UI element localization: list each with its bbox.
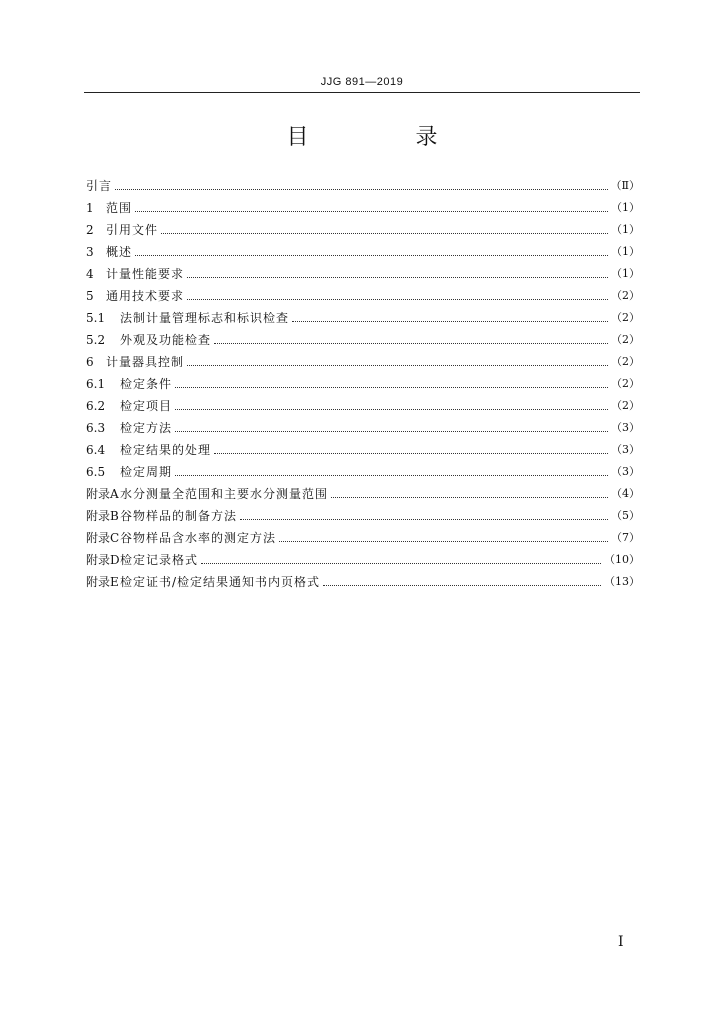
toc-entry[interactable] (86, 197, 640, 219)
toc-dot-leader (187, 276, 608, 278)
running-header (84, 70, 640, 93)
toc-entry-title: 法制计量管理标志和标识检查 (120, 311, 290, 325)
toc-dot-leader (214, 342, 608, 344)
toc-entry[interactable] (86, 527, 640, 549)
toc-entry-number: 6.3 (86, 421, 106, 435)
toc-entry-title: 检定条件 (120, 377, 173, 391)
toc-entry-page: （2） (611, 333, 640, 346)
toc-entry-title: 水分测量全范围和主要水分测量范围 (120, 487, 329, 501)
toc-dot-leader (175, 430, 608, 432)
toc-entry[interactable] (86, 175, 640, 197)
toc-entry-number: 附录B (86, 509, 119, 523)
toc-entry-title: 检定记录格式 (120, 553, 199, 567)
toc-entry[interactable] (86, 505, 640, 527)
toc-entry-number: 附录D (86, 553, 120, 567)
toc-entry-number: 5 (86, 289, 94, 303)
toc-entry[interactable] (86, 549, 640, 571)
toc-entry-number: 6.1 (86, 377, 106, 391)
toc-dot-leader (201, 562, 601, 564)
toc-entry-title: 谷物样品含水率的测定方法 (120, 531, 277, 545)
toc-entry-title: 谷物样品的制备方法 (120, 509, 238, 523)
toc-entry-page: （2） (611, 311, 640, 324)
toc-entry[interactable] (86, 483, 640, 505)
toc-entry[interactable] (86, 461, 640, 483)
toc-entry-number: 附录C (86, 531, 120, 545)
toc-entry-title: 计量器具控制 (106, 355, 185, 369)
toc-entry-title: 检定结果的处理 (120, 443, 212, 457)
toc-entry-page: （2） (611, 377, 640, 390)
toc-dot-leader (161, 232, 608, 234)
toc-entry[interactable] (86, 439, 640, 461)
toc-entry[interactable] (86, 329, 640, 351)
toc-entry[interactable] (86, 395, 640, 417)
toc-dot-leader (135, 210, 608, 212)
toc-entry-page: （3） (611, 465, 640, 478)
toc-dot-leader (187, 298, 608, 300)
toc-entry-number: 5.1 (86, 311, 106, 325)
toc-entry-page: （3） (611, 421, 640, 434)
table-of-contents (86, 175, 640, 593)
toc-entry-title: 概述 (106, 245, 133, 259)
toc-dot-leader (331, 496, 608, 498)
toc-entry-page: （1） (611, 201, 640, 214)
toc-entry-title: 检定证书/检定结果通知书内页格式 (120, 575, 321, 589)
toc-entry-page: （10） (604, 553, 640, 566)
toc-entry-page: （13） (604, 575, 640, 588)
toc-entry-page: （7） (611, 531, 640, 544)
toc-entry[interactable] (86, 285, 640, 307)
toc-entry-page: （2） (611, 399, 640, 412)
toc-entry-page: （1） (611, 245, 640, 258)
page-number: I (618, 934, 624, 950)
toc-entry-number: 3 (86, 245, 94, 259)
toc-entry-number: 5.2 (86, 333, 106, 347)
toc-entry-page: （2） (611, 355, 640, 368)
toc-dot-leader (175, 386, 608, 388)
toc-entry[interactable] (86, 351, 640, 373)
toc-entry-number: 6.2 (86, 399, 106, 413)
toc-entry-number: 2 (86, 223, 94, 237)
toc-dot-leader (187, 364, 608, 366)
toc-entry[interactable] (86, 263, 640, 285)
toc-entry-number: 附录A (86, 487, 119, 501)
toc-entry[interactable] (86, 417, 640, 439)
toc-entry[interactable] (86, 307, 640, 329)
toc-entry-page: （Ⅱ） (610, 179, 640, 192)
toc-entry-number: 6.5 (86, 465, 106, 479)
toc-entry[interactable] (86, 373, 640, 395)
toc-entry-number: 6.4 (86, 443, 106, 457)
toc-entry-title: 通用技术要求 (106, 289, 185, 303)
toc-entry-page: （4） (611, 487, 640, 500)
page-title: 目 录 (286, 125, 488, 150)
toc-entry-page: （5） (611, 509, 640, 522)
toc-entry-number: 附录E (86, 575, 119, 589)
toc-entry-page: （3） (611, 443, 640, 456)
toc-entry[interactable] (86, 241, 640, 263)
toc-dot-leader (175, 408, 608, 410)
toc-dot-leader (115, 188, 608, 190)
toc-entry-page: （1） (611, 223, 640, 236)
toc-dot-leader (292, 320, 608, 322)
toc-entry-number: 6 (86, 355, 94, 369)
toc-entry-title: 检定项目 (120, 399, 173, 413)
toc-dot-leader (279, 540, 608, 542)
toc-entry-number: 1 (86, 201, 94, 215)
toc-entry-page: （2） (611, 289, 640, 302)
toc-dot-leader (214, 452, 608, 454)
toc-dot-leader (135, 254, 608, 256)
standard-code: JJG 891—2019 (320, 76, 404, 88)
toc-entry-title: 检定方法 (120, 421, 173, 435)
toc-entry-title: 范围 (106, 201, 133, 215)
toc-entry-title: 引言 (86, 179, 113, 193)
toc-dot-leader (240, 518, 608, 520)
toc-entry-title: 计量性能要求 (106, 267, 185, 281)
toc-entry-number: 4 (86, 267, 94, 281)
toc-entry-title: 外观及功能检查 (120, 333, 212, 347)
toc-entry[interactable] (86, 571, 640, 593)
toc-entry[interactable] (86, 219, 640, 241)
toc-entry-title: 引用文件 (106, 223, 159, 237)
toc-dot-leader (323, 584, 601, 586)
toc-entry-page: （1） (611, 267, 640, 280)
toc-dot-leader (175, 474, 608, 476)
toc-entry-title: 检定周期 (120, 465, 173, 479)
